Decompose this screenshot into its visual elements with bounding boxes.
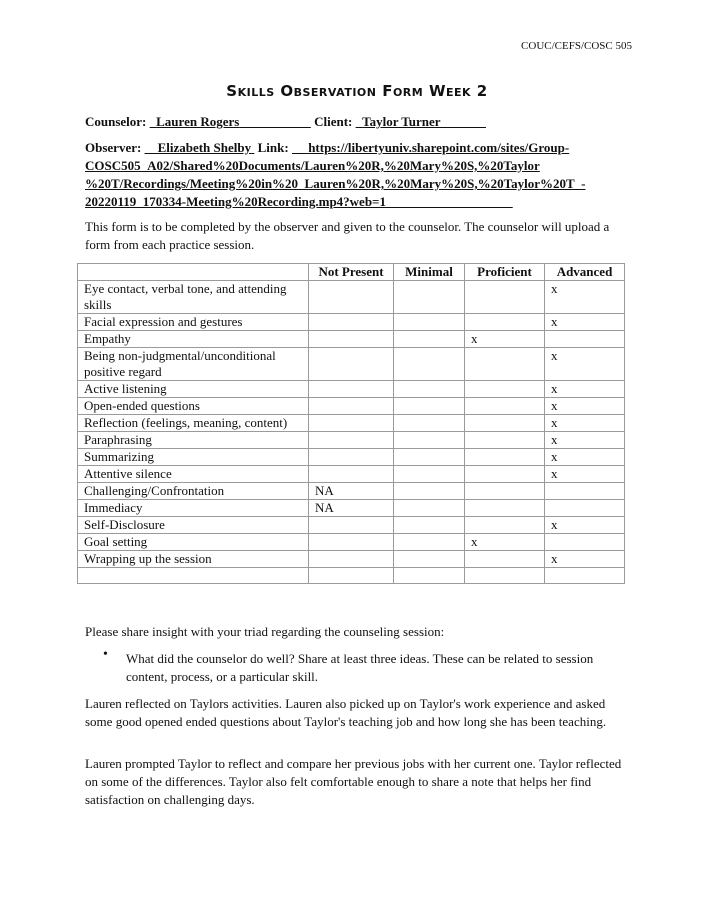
rating-proficient — [465, 449, 545, 466]
course-code: COUC/CEFS/COSC 505 — [521, 40, 632, 52]
rating-advanced — [545, 500, 625, 517]
rating-not-present — [309, 348, 394, 381]
recording-link-line-4[interactable]: 20220119_170334-Meeting%20Recording.mp4?web=1 — [85, 194, 386, 209]
skill-name: Eye contact, verbal tone, and attending skills — [78, 281, 309, 314]
header-not-present: Not Present — [309, 264, 394, 281]
table-row — [78, 534, 625, 551]
rating-advanced: x — [545, 398, 625, 415]
skill-name: Reflection (feelings, meaning, content) — [78, 415, 309, 432]
rating-not-present — [309, 551, 394, 568]
rating-not-present — [309, 534, 394, 551]
counselor-client-line — [85, 114, 486, 130]
client-label: Client: — [314, 114, 353, 129]
rating-proficient — [465, 398, 545, 415]
rating-proficient: x — [465, 331, 545, 348]
table-row — [78, 314, 625, 331]
skill-name: Wrapping up the session — [78, 551, 309, 568]
bullet-icon: • — [103, 647, 108, 662]
skill-name: Goal setting — [78, 534, 309, 551]
skill-name: Open-ended questions — [78, 398, 309, 415]
skill-name: Attentive silence — [78, 466, 309, 483]
rating-not-present — [309, 449, 394, 466]
form-instructions: This form is to be completed by the observer and given to the counselor. The counselor will upload a form from each practice session. — [85, 219, 610, 252]
empty-cell — [465, 568, 545, 584]
skill-name: Being non-judgmental/unconditional positive regard — [78, 348, 309, 381]
rating-minimal — [394, 314, 465, 331]
empty-cell — [309, 568, 394, 584]
rating-advanced: x — [545, 517, 625, 534]
rating-minimal — [394, 331, 465, 348]
rating-not-present — [309, 331, 394, 348]
skill-name: Paraphrasing — [78, 432, 309, 449]
rating-minimal — [394, 449, 465, 466]
table-row — [78, 432, 625, 449]
rating-minimal — [394, 415, 465, 432]
rating-proficient — [465, 432, 545, 449]
empty-cell — [545, 568, 625, 584]
table-row — [78, 466, 625, 483]
counselor-value: Lauren Rogers — [156, 114, 240, 129]
table-row — [78, 500, 625, 517]
rating-proficient — [465, 415, 545, 432]
rating-not-present: NA — [309, 500, 394, 517]
table-row — [78, 348, 625, 381]
rating-proficient — [465, 281, 545, 314]
table-row-empty — [78, 568, 625, 584]
rating-advanced — [545, 483, 625, 500]
share-prompt: Please share insight with your triad regarding the counseling session: — [85, 624, 445, 639]
rating-proficient — [465, 381, 545, 398]
table-row — [78, 398, 625, 415]
skill-name: Active listening — [78, 381, 309, 398]
empty-cell — [78, 568, 309, 584]
empty-cell — [394, 568, 465, 584]
recording-link-line-1[interactable]: https://libertyuniv.sharepoint.com/sites/Group- — [308, 140, 570, 155]
table-row — [78, 483, 625, 500]
observer-label: Observer: — [85, 140, 142, 155]
rating-minimal — [394, 517, 465, 534]
rating-not-present: NA — [309, 483, 394, 500]
rating-not-present — [309, 281, 394, 314]
skill-name: Summarizing — [78, 449, 309, 466]
response-paragraph-2: Lauren prompted Taylor to reflect and compare her previous jobs with her current one. Taylor reflected on some of the differences. Taylor also felt comfortable enough to share a note that helps her find satisfaction on challenging days. — [85, 756, 622, 807]
bullet-question: What did the counselor do well? Share at least three ideas. These can be related to session content, process, or a particular skill. — [126, 651, 594, 684]
response-paragraph-1: Lauren reflected on Taylors activities. Lauren also picked up on Taylor's work experience and asked some good opened ended questions about Taylor's teaching job and how long she has been teaching. — [85, 696, 607, 729]
header-skill — [78, 264, 309, 281]
rating-proficient: x — [465, 534, 545, 551]
rating-advanced — [545, 331, 625, 348]
rating-advanced: x — [545, 415, 625, 432]
rating-advanced: x — [545, 348, 625, 381]
form-title: Skills Observation Form Week 2 — [226, 82, 488, 100]
rating-advanced: x — [545, 432, 625, 449]
table-row — [78, 331, 625, 348]
table-row — [78, 415, 625, 432]
rating-advanced: x — [545, 281, 625, 314]
table-row — [78, 381, 625, 398]
rating-not-present — [309, 432, 394, 449]
rating-minimal — [394, 466, 465, 483]
table-header-row — [78, 264, 625, 281]
rating-advanced: x — [545, 551, 625, 568]
rating-not-present — [309, 314, 394, 331]
header-minimal: Minimal — [394, 264, 465, 281]
skill-name: Self-Disclosure — [78, 517, 309, 534]
skill-name: Empathy — [78, 331, 309, 348]
rating-minimal — [394, 534, 465, 551]
rating-minimal — [394, 381, 465, 398]
rating-advanced — [545, 534, 625, 551]
observer-value: Elizabeth Shelby — [157, 140, 252, 155]
skills-table — [77, 263, 625, 584]
table-row — [78, 551, 625, 568]
header-proficient: Proficient — [465, 264, 545, 281]
rating-proficient — [465, 517, 545, 534]
observer-block — [85, 139, 630, 211]
table-row — [78, 449, 625, 466]
rating-proficient — [465, 551, 545, 568]
rating-proficient — [465, 314, 545, 331]
rating-advanced: x — [545, 381, 625, 398]
skill-name: Challenging/Confrontation — [78, 483, 309, 500]
rating-minimal — [394, 483, 465, 500]
table-row — [78, 517, 625, 534]
rating-proficient — [465, 348, 545, 381]
rating-proficient — [465, 500, 545, 517]
rating-minimal — [394, 398, 465, 415]
rating-not-present — [309, 415, 394, 432]
link-label: Link: — [257, 140, 289, 155]
rating-proficient — [465, 466, 545, 483]
rating-minimal — [394, 432, 465, 449]
rating-minimal — [394, 348, 465, 381]
client-value: Taylor Turner — [362, 114, 441, 129]
rating-not-present — [309, 517, 394, 534]
rating-minimal — [394, 500, 465, 517]
rating-proficient — [465, 483, 545, 500]
recording-link-line-3[interactable]: %20T/Recordings/Meeting%20in%20_Lauren%20R,%20Mary%20S,%20Taylor%20T_- — [85, 176, 586, 191]
skill-name: Immediacy — [78, 500, 309, 517]
rating-minimal — [394, 551, 465, 568]
rating-minimal — [394, 281, 465, 314]
skill-name: Facial expression and gestures — [78, 314, 309, 331]
table-row — [78, 281, 625, 314]
recording-link-line-2[interactable]: COSC505_A02/Shared%20Documents/Lauren%20R,%20Mary%20S,%20Taylor — [85, 158, 540, 173]
counselor-label: Counselor: — [85, 114, 147, 129]
rating-not-present — [309, 398, 394, 415]
header-advanced: Advanced — [545, 264, 625, 281]
rating-not-present — [309, 466, 394, 483]
rating-advanced: x — [545, 449, 625, 466]
rating-advanced: x — [545, 314, 625, 331]
rating-advanced: x — [545, 466, 625, 483]
rating-not-present — [309, 381, 394, 398]
